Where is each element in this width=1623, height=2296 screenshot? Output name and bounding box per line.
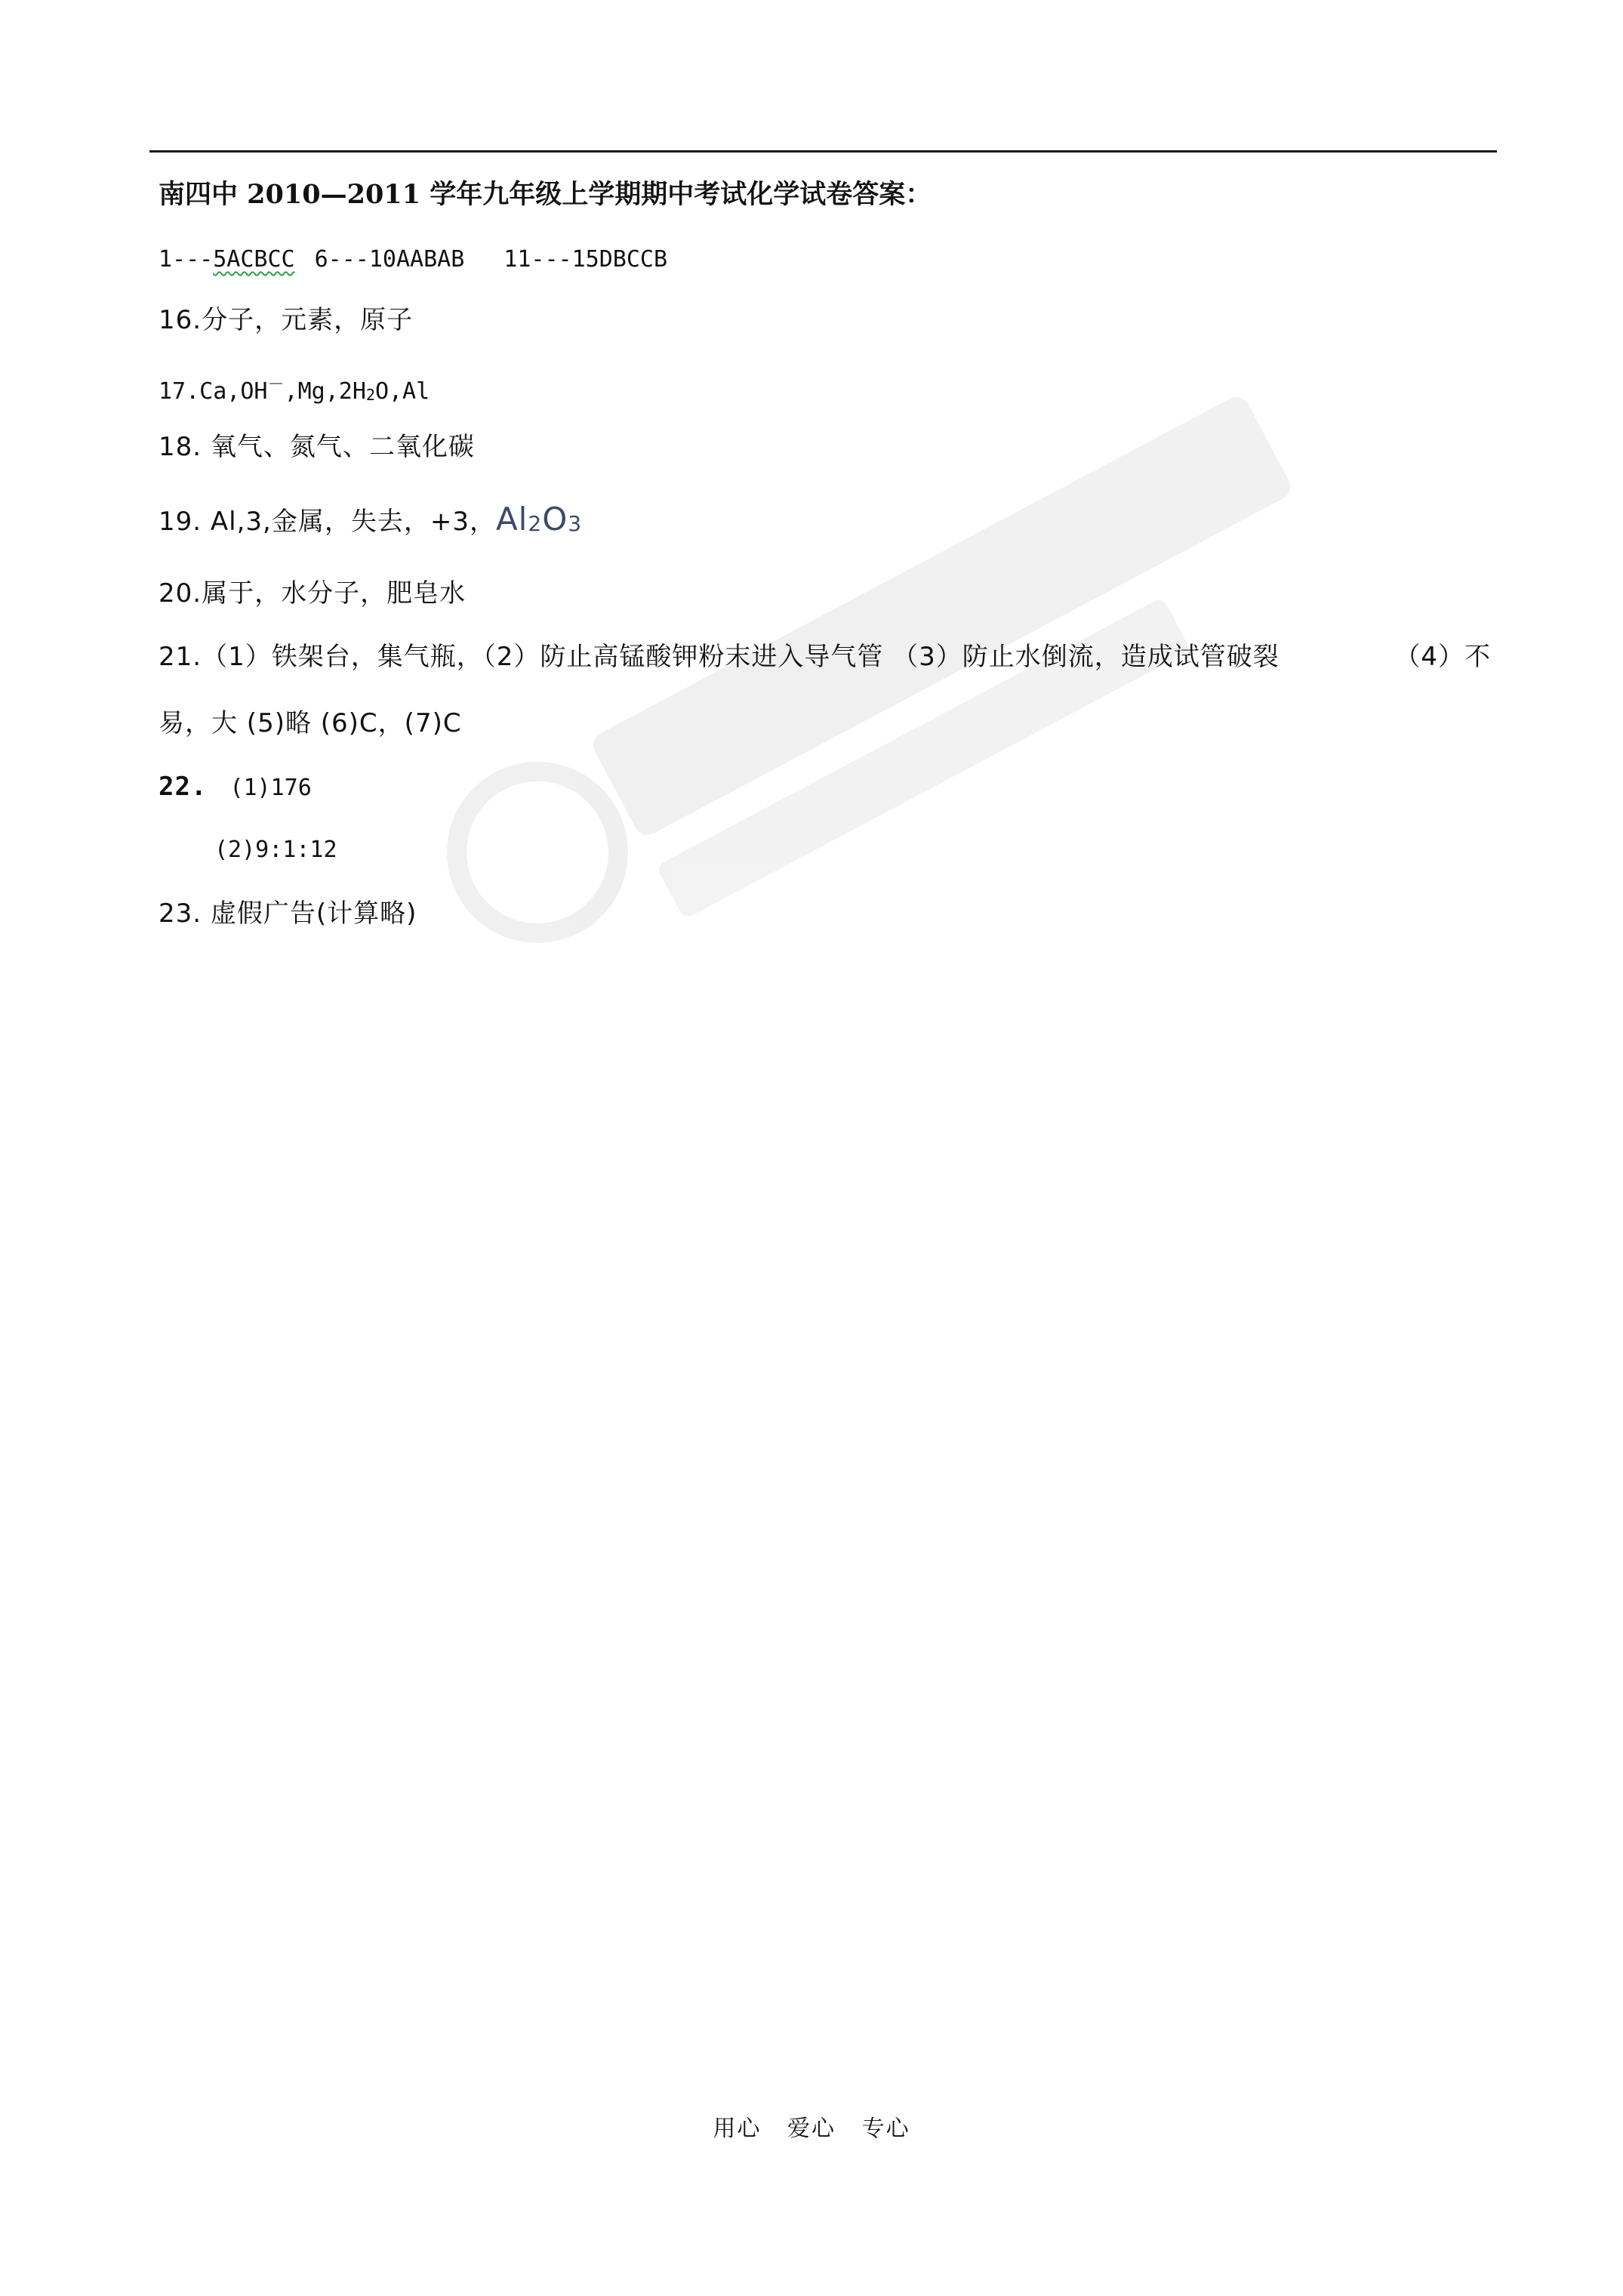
q19-formula-sub3: 3 — [568, 511, 583, 536]
q17-subscript: 2 — [365, 386, 375, 404]
watermark-bar — [589, 392, 1295, 840]
q17-charge: － — [267, 375, 285, 394]
header-rule — [149, 150, 1497, 153]
answer-q16: 16.分子，元素，原子 — [159, 305, 414, 335]
answer-q23: 23. 虚假广告(计算略) — [159, 898, 417, 929]
mc-range-1: 1--- — [159, 246, 214, 273]
q19-text: 19. Al,3,金属，失去，+3， — [159, 507, 496, 537]
q17-mid: ,Mg,2H — [284, 378, 366, 405]
q19-formula-sub2: 2 — [528, 511, 543, 536]
q17-tail: O,Al — [374, 378, 430, 405]
answer-q17 — [159, 368, 430, 411]
mc-answers-1: 5ACBCC — [213, 246, 295, 273]
q21-line1-end: （4）不 — [1394, 642, 1491, 672]
answer-q20: 20.属于，水分子，肥皂水 — [159, 578, 467, 609]
answer-q22-part2: (2)9:1:12 — [214, 837, 337, 863]
answer-q21-line2: 易，大 (5)略 (6)C，(7)C — [159, 708, 462, 738]
answer-mc-line — [159, 243, 667, 276]
q19-formula-o: O — [542, 501, 568, 538]
watermark-ring-icon — [415, 730, 661, 975]
q22-label: 22. — [159, 772, 208, 802]
answer-key-title: 南四中 2010—2011 学年九年级上学期期中考试化学试卷答案： — [159, 179, 932, 210]
mc-answers-2: 6---10AABAB — [314, 246, 465, 273]
q19-formula-al: Al — [495, 501, 528, 538]
watermark-logo — [291, 155, 1399, 1069]
answer-q18: 18. 氧气、氮气、二氧化碳 — [159, 432, 475, 462]
mc-answers-3: 11---15DBCCB — [504, 246, 668, 273]
answer-q22-part1 — [159, 770, 312, 805]
answer-q21-line1 — [159, 640, 1491, 673]
q17-prefix: 17.Ca,OH — [159, 378, 268, 405]
q19-formula — [496, 501, 582, 538]
page-footer: 用心 爱心 专心 — [713, 2116, 910, 2142]
q22-part1: (1)176 — [229, 775, 312, 801]
q21-line1-text: 21.（1）铁架台，集气瓶，（2）防止高锰酸钾粉末进入导气管 （3）防止水倒流，造成试管破裂 — [159, 642, 1280, 672]
answer-q19 — [159, 503, 582, 541]
